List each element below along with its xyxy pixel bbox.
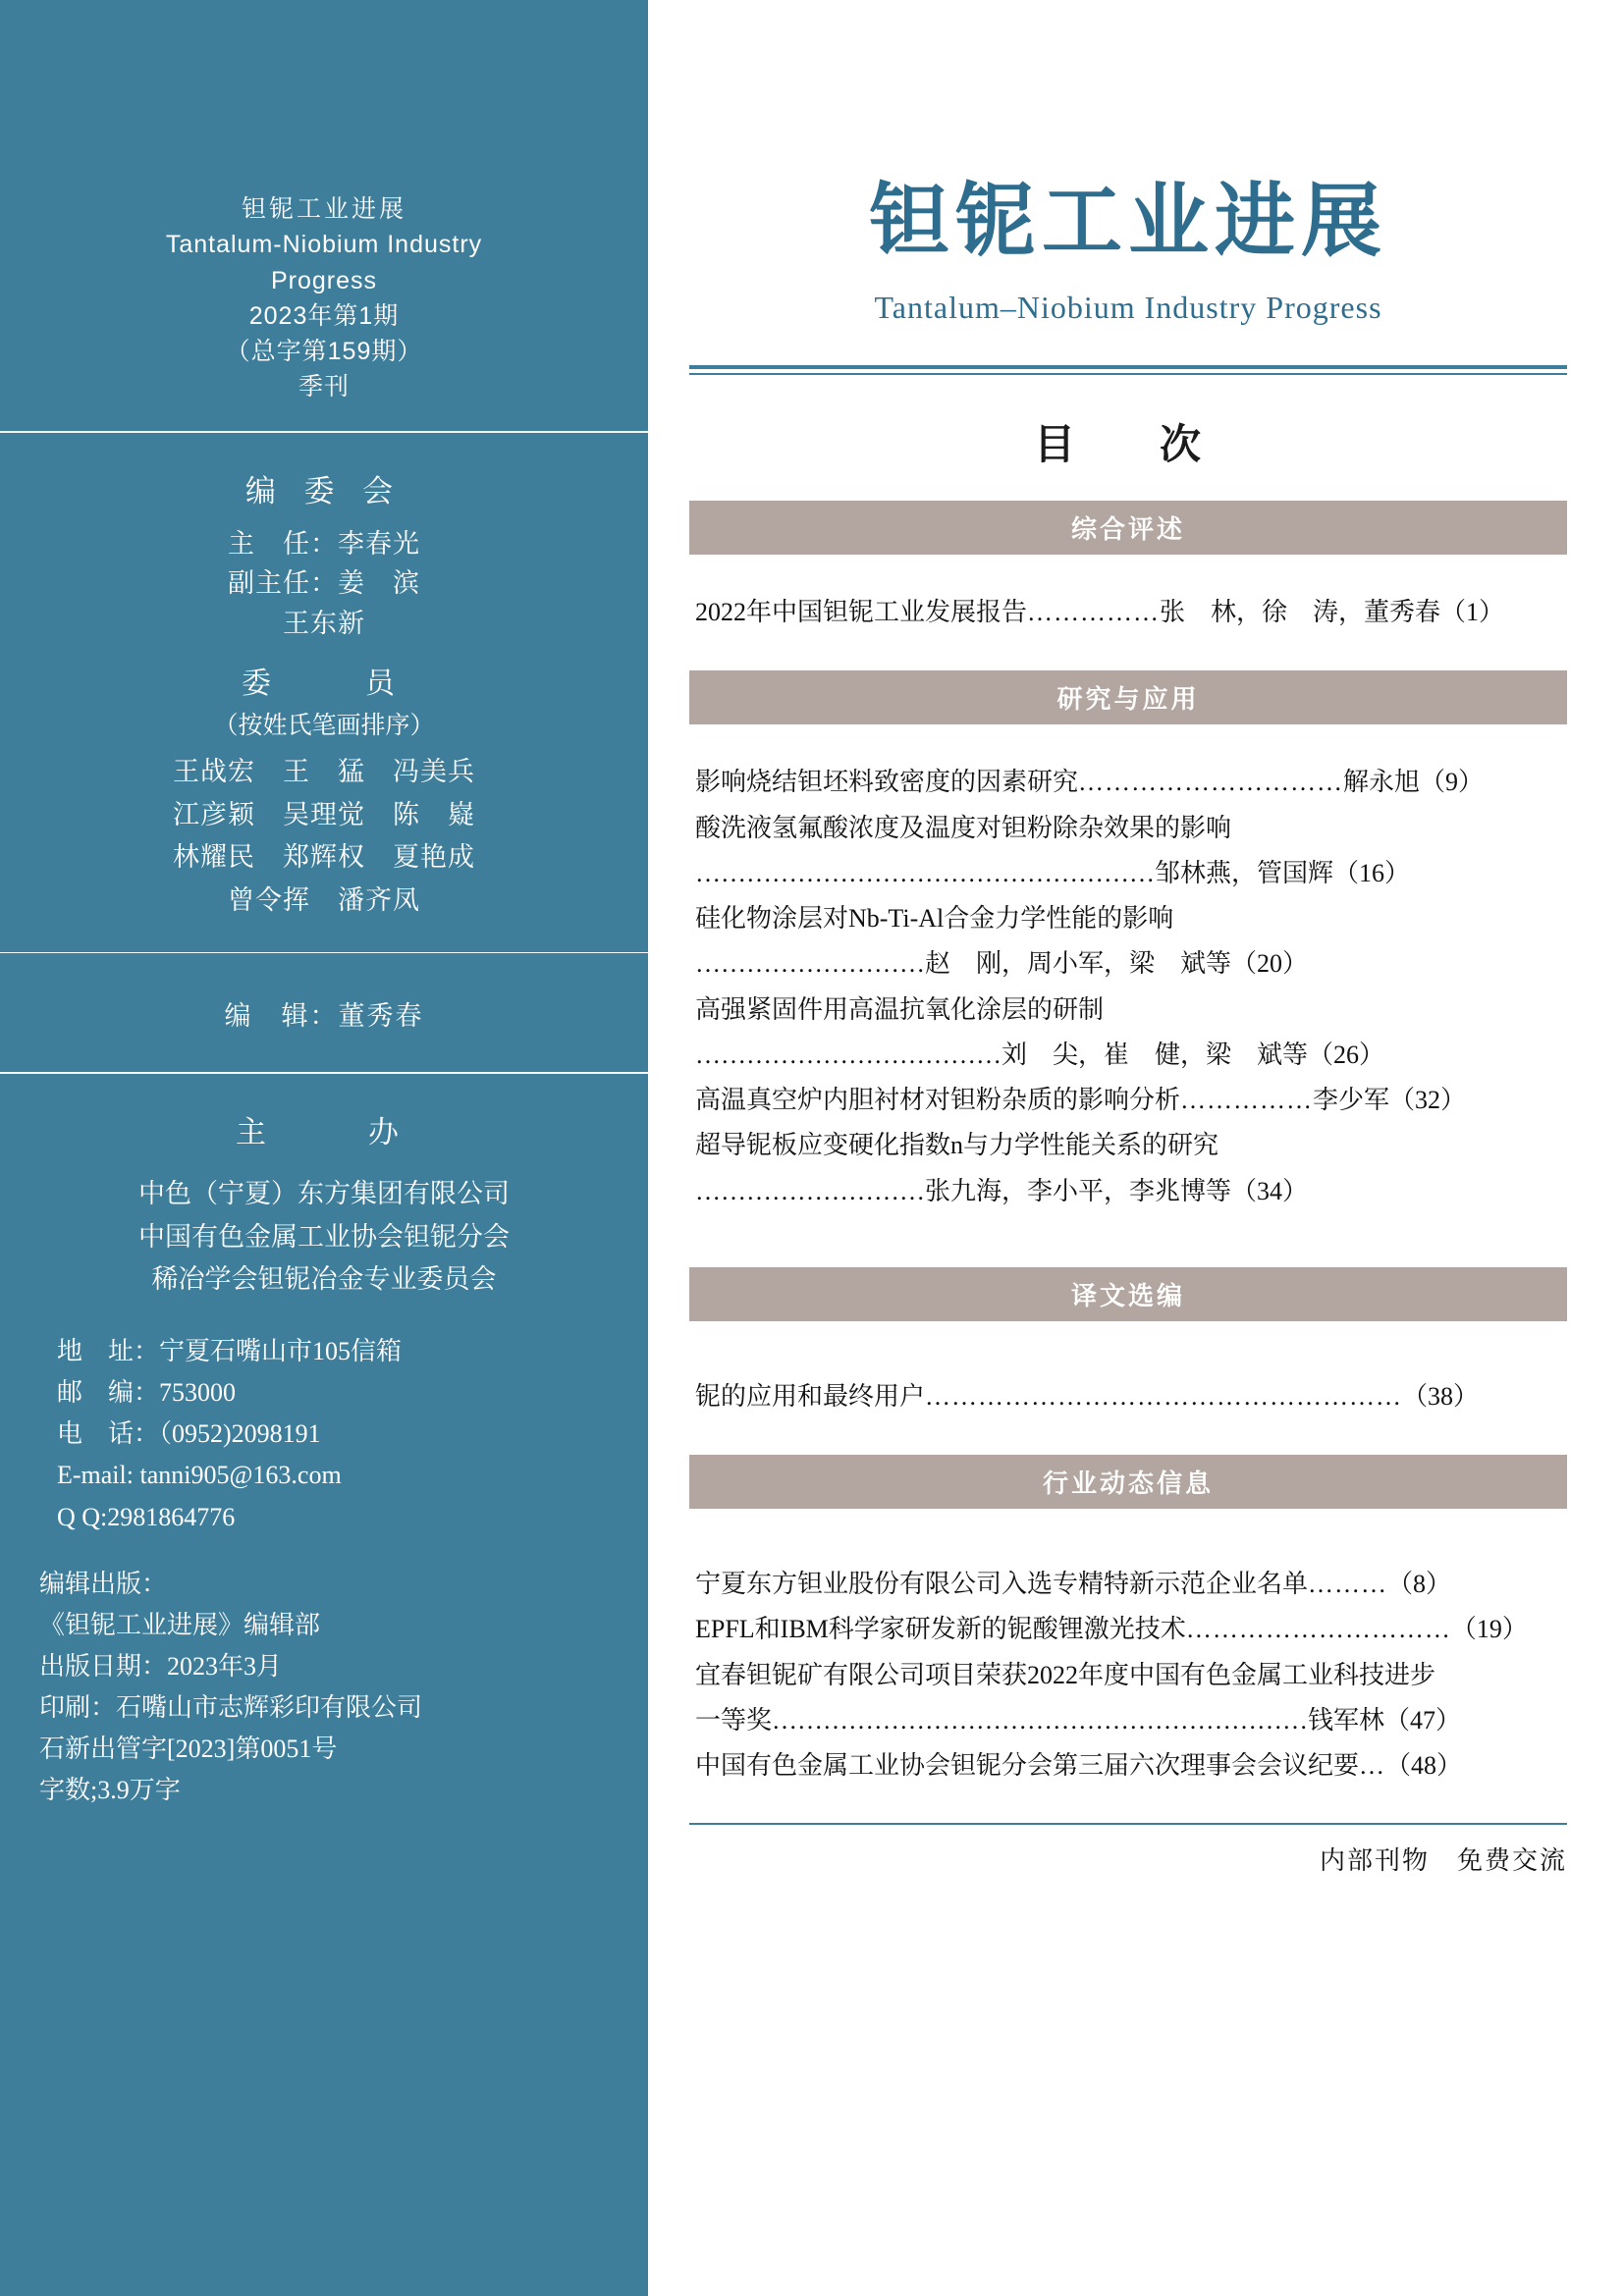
board-deputy-1: 副主任：姜 滨 xyxy=(228,568,420,598)
toc-entry-page: （48） xyxy=(1385,1751,1463,1781)
toc-entry-continuation: ………………………张九海，李小平，李兆博等（34） xyxy=(695,1176,1309,1205)
toc-entry-authors: 李少军 xyxy=(1313,1086,1390,1115)
host-section xyxy=(0,1107,648,1302)
toc-entry-text: EPFL和IBM科学家研发新的铌酸锂激光技术 xyxy=(695,1615,1186,1644)
host-heading: 主 办 xyxy=(236,1114,412,1149)
masthead-title-cn: 钽铌工业进展 xyxy=(241,195,406,223)
toc-category-bar: 综合评述 xyxy=(689,501,1567,555)
toc-entry[interactable] xyxy=(695,1562,1561,1607)
toc-top-rule xyxy=(689,365,1567,375)
toc-entry-text: 宁夏东方钽业股份有限公司入选专精特新示范企业名单 xyxy=(695,1570,1309,1599)
toc-entry[interactable] xyxy=(695,1653,1561,1698)
masthead-title-en-line1: Tantalum-Niobium Industry xyxy=(165,231,483,259)
toc-entry-text: 铌的应用和最终用户 xyxy=(695,1381,926,1411)
toc-entry-page: （32） xyxy=(1389,1086,1467,1115)
toc-entry-text: 超导铌板应变硬化指数n与力学性能关系的研究 xyxy=(695,1131,1219,1160)
footer-rule xyxy=(689,1823,1567,1825)
toc-entry-group xyxy=(689,590,1567,635)
toc-entry-group xyxy=(689,1562,1567,1789)
toc-entry-text: 影响烧结钽坯料致密度的因素研究 xyxy=(695,768,1079,797)
toc-entry-text: 2022年中国钽铌工业发展报告 xyxy=(695,598,1028,626)
masthead xyxy=(0,191,648,405)
board-members-note: （按姓氏笔画排序） xyxy=(213,713,435,739)
toc-entry[interactable] xyxy=(695,1078,1561,1123)
publication-line: 编辑出版： xyxy=(39,1569,168,1598)
publication-line: 石新出管字[2023]第0051号 xyxy=(39,1735,338,1764)
host-line: 中国有色金属工业协会钽铌分会 xyxy=(138,1221,510,1252)
toc-entry-continuation: 一等奖………………………………………………………钱军林（47） xyxy=(695,1705,1462,1735)
board-members-row: 林耀民 郑辉权 夏艳成 xyxy=(173,842,475,873)
cover-right-panel xyxy=(648,0,1624,2296)
toc-entry[interactable] xyxy=(695,988,1561,1033)
toc-entry-continuation: ………………………………………………邹林燕，管国辉（16） xyxy=(695,858,1411,887)
toc-entry-group xyxy=(689,1374,1567,1419)
toc-entry-text: 酸洗液氢氟酸浓度及温度对钽粉除杂效果的影响 xyxy=(695,813,1232,842)
editor-line: 编 辑：董秀春 xyxy=(224,1001,424,1032)
toc-entry-page: （19） xyxy=(1450,1615,1528,1644)
publication-line: 《钽铌工业进展》编辑部 xyxy=(39,1610,321,1639)
toc-entry[interactable] xyxy=(695,1123,1561,1168)
board-deputy-2: 王东新 xyxy=(283,608,365,638)
toc-entry[interactable] xyxy=(695,760,1561,805)
toc-entry[interactable] xyxy=(695,1607,1561,1652)
toc-category-bar: 研究与应用 xyxy=(689,670,1567,724)
publication-block xyxy=(0,1564,648,1812)
toc-entry-text: 高强紧固件用高温抗氧化涂层的研制 xyxy=(695,994,1105,1024)
divider-2 xyxy=(0,952,648,954)
toc-entry-group xyxy=(689,760,1567,1214)
contact-phone: 电 话：（0952)2098191 xyxy=(57,1419,321,1449)
host-line: 中色（宁夏）东方集团有限公司 xyxy=(138,1178,510,1208)
toc-entry-text: 高温真空炉内胆衬材对钽粉杂质的影响分析 xyxy=(695,1086,1181,1115)
divider-1 xyxy=(0,431,648,433)
toc-entry[interactable] xyxy=(695,1374,1561,1419)
toc-entry-page: （1） xyxy=(1440,598,1505,626)
contact-block xyxy=(0,1331,648,1538)
contact-postcode: 邮 编：753000 xyxy=(57,1378,237,1408)
toc-entry[interactable] xyxy=(695,1743,1561,1789)
toc-entry-page: （9） xyxy=(1420,768,1485,797)
contact-qq: Q Q:2981864776 xyxy=(57,1502,236,1531)
toc-entry[interactable] xyxy=(695,590,1561,635)
masthead-title-en-line2: Progress xyxy=(270,266,378,294)
cover-left-panel xyxy=(0,0,648,2296)
masthead-frequency: 季刊 xyxy=(298,373,350,401)
publication-line: 印刷：石嘴山市志辉彩印有限公司 xyxy=(39,1693,423,1723)
masthead-serial: （总字第159期） xyxy=(225,338,423,365)
toc-entry-authors: 解永旭 xyxy=(1343,768,1421,797)
toc-entry-dots: ……………………………………………… xyxy=(925,1381,1403,1411)
toc-entry-dots: … xyxy=(1359,1751,1386,1781)
board-members-row: 江彦颖 吴理觉 陈 嶷 xyxy=(173,799,475,829)
board-members-heading: 委 员 xyxy=(242,667,406,700)
board-members-row: 王战宏 王 猛 冯美兵 xyxy=(173,757,475,786)
toc-entry-page: （38） xyxy=(1402,1381,1480,1411)
toc-entry-text: 宜春钽铌矿有限公司项目荣获2022年度中国有色金属工业科技进步 xyxy=(695,1660,1436,1689)
toc-entry-authors: 张 林，徐 涛，董秀春 xyxy=(1160,598,1441,626)
toc-entry[interactable] xyxy=(695,806,1561,851)
toc-entry-continuation: ………………………………刘 尖，崔 健，梁 斌等（26） xyxy=(695,1040,1385,1069)
toc-entry-dots: …………… xyxy=(1027,598,1161,626)
toc-title: 目 次 xyxy=(1033,421,1222,467)
toc-entry-text: 中国有色金属工业协会钽铌分会第三届六次理事会会议纪要 xyxy=(695,1751,1360,1781)
host-line: 稀冶学会钽铌冶金专业委员会 xyxy=(151,1264,497,1295)
toc-entry-dots: ………………………… xyxy=(1185,1615,1451,1644)
toc-category-bar: 行业动态信息 xyxy=(689,1455,1567,1509)
toc-entry-continuation: ………………………赵 刚，周小军，梁 斌等（20） xyxy=(695,949,1309,979)
contact-email: E-mail: tanni905@163.com xyxy=(57,1461,342,1490)
footer-note: 内部刊物 免费交流 xyxy=(1319,1845,1567,1875)
editorial-board-heading: 编 委 会 xyxy=(244,473,404,508)
divider-3 xyxy=(0,1072,648,1074)
toc-entry[interactable] xyxy=(695,896,1561,941)
masthead-issue: 2023年第1期 xyxy=(248,301,400,330)
board-members-row: 曾令挥 潘齐凤 xyxy=(228,885,420,916)
journal-logo-en: Tantalum–Niobium Industry Progress xyxy=(874,290,1382,325)
publication-line: 出版日期：2023年3月 xyxy=(39,1651,283,1681)
toc-entry-page: （8） xyxy=(1387,1570,1452,1599)
board-director: 主 任：李春光 xyxy=(228,528,420,559)
publication-line: 字数;3.9万字 xyxy=(39,1776,181,1805)
journal-logo-cn: 钽铌工业进展 xyxy=(868,177,1387,266)
editorial-board-section xyxy=(0,466,648,923)
toc-entry-dots: …………… xyxy=(1180,1086,1314,1115)
toc-category-bar: 译文选编 xyxy=(689,1267,1567,1321)
toc-entry-dots: ………………………… xyxy=(1078,768,1344,797)
toc-entry-text: 硅化物涂层对Nb-Ti-Al合金力学性能的影响 xyxy=(695,904,1174,934)
toc-entry-dots: ……… xyxy=(1308,1570,1388,1599)
contact-address: 地 址：宁夏石嘴山市105信箱 xyxy=(57,1337,403,1366)
